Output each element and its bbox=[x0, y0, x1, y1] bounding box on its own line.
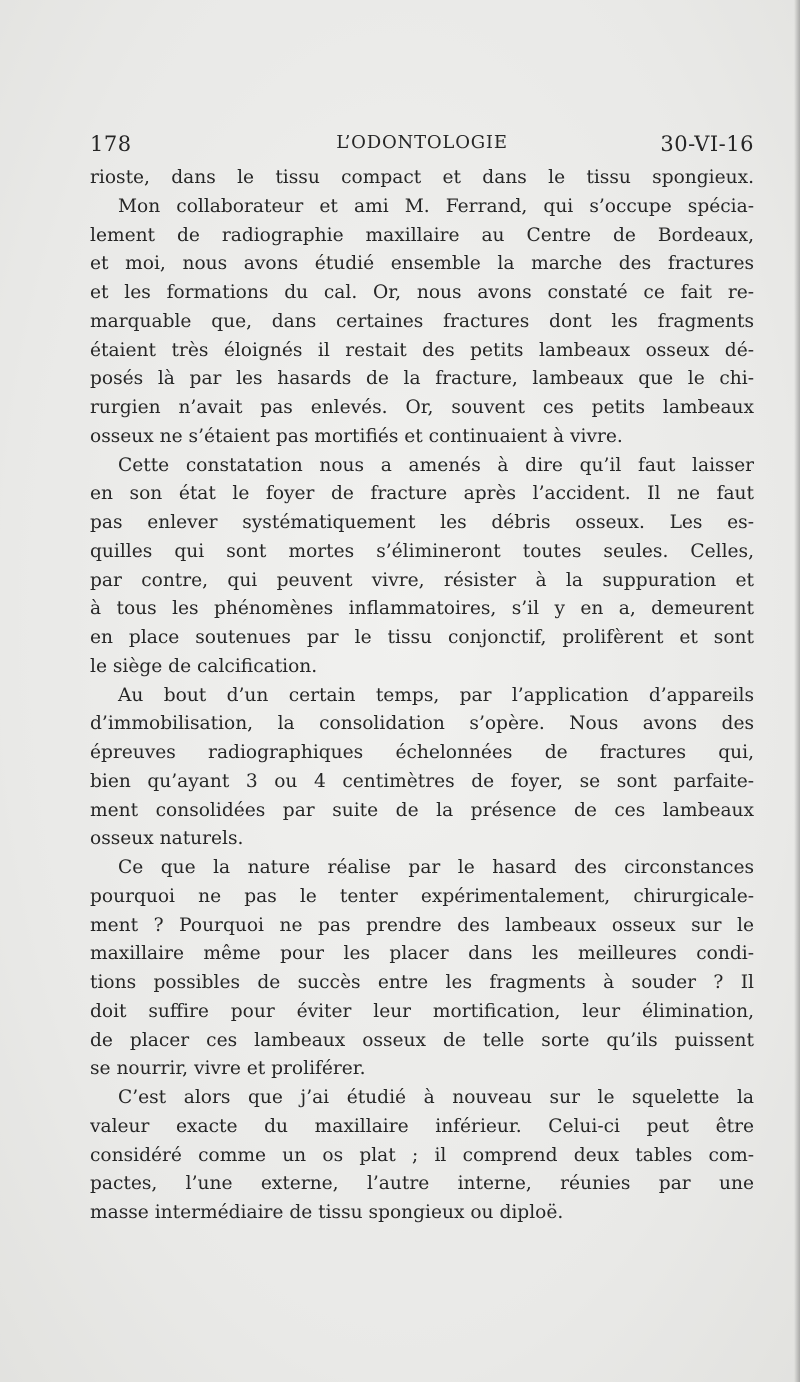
text-line: rurgien n’avait pas enlevés. Or, souvent ces petits lambeaux bbox=[90, 397, 754, 418]
text-line: en place soutenues par le tissu conjonctif, prolifèrent et sont bbox=[90, 627, 754, 648]
page-edge-shadow bbox=[794, 0, 800, 1382]
text-line: quilles qui sont mortes s’élimineront toutes seules. Celles, bbox=[90, 540, 754, 562]
text-line: doit suffire pour éviter leur mortification, leur élimination, bbox=[90, 1000, 754, 1022]
text-line: rioste, dans le tissu compact et dans le tissu spongieux. bbox=[90, 167, 754, 188]
text-line: marquable que, dans certaines fractures dont les fragments bbox=[90, 310, 754, 332]
text-line: valeur exacte du maxillaire inférieur. Celui-ci peut être bbox=[90, 1115, 754, 1137]
text-line: ment ? Pourquoi ne pas prendre des lambeaux osseux sur le bbox=[90, 914, 754, 936]
text-line: Mon collaborateur et ami M. Ferrand, qui s’occupe spécia- bbox=[118, 195, 754, 217]
text-line: considéré comme un os plat ; il comprend deux tables com- bbox=[90, 1144, 754, 1166]
text-line: et moi, nous avons étudié ensemble la marche des fractures bbox=[90, 253, 754, 275]
text-line: épreuves radiographiques échelonnées de fractures qui, bbox=[90, 742, 754, 763]
text-line: osseux ne s’étaient pas mortifiés et continuaient à vivre. bbox=[90, 425, 623, 447]
text-line: de placer ces lambeaux osseux de telle sorte qu’ils puissent bbox=[90, 1029, 754, 1051]
text-line: posés là par les hasards de la fracture, lambeaux que le chi- bbox=[90, 368, 754, 390]
text-line: se nourrir, vivre et proliférer. bbox=[90, 1058, 366, 1080]
issue-date: 30-VI-16 bbox=[660, 132, 754, 156]
text-line: masse intermédiaire de tissu spongieux ou diploë. bbox=[90, 1202, 564, 1223]
text-line: d’immobilisation, la consolidation s’opère. Nous avons des bbox=[90, 713, 754, 735]
text-line: et les formations du cal. Or, nous avons constaté ce fait re- bbox=[90, 282, 754, 303]
text-line: maxillaire même pour les placer dans les meilleures condi- bbox=[90, 943, 754, 965]
text-line: lement de radiographie maxillaire au Centre de Bordeaux, bbox=[90, 224, 754, 246]
journal-title: L’ODONTOLOGIE bbox=[336, 132, 508, 153]
page-number: 178 bbox=[90, 132, 132, 156]
text-line: pourquoi ne pas le tenter expérimentalement, chirurgicale- bbox=[90, 885, 754, 907]
text-line: Au bout d’un certain temps, par l’application d’appareils bbox=[118, 684, 754, 706]
text-line: Cette constatation nous a amenés à dire qu’il faut laisser bbox=[118, 454, 754, 476]
text-line: le siège de calcification. bbox=[90, 655, 318, 677]
text-line: pactes, l’une externe, l’autre interne, réunies par une bbox=[90, 1173, 754, 1195]
text-line: à tous les phénomènes inflammatoires, s’il y en a, demeurent bbox=[90, 598, 754, 620]
text-line: Ce que la nature réalise par le hasard des circonstances bbox=[118, 857, 754, 878]
text-line: ment consolidées par suite de la présence de ces lambeaux bbox=[90, 799, 754, 821]
text-line: par contre, qui peuvent vivre, résister à la suppuration et bbox=[90, 569, 754, 591]
text-line: osseux naturels. bbox=[90, 828, 244, 850]
text-line: pas enlever systématiquement les débris osseux. Les es- bbox=[90, 512, 754, 533]
text-line: bien qu’ayant 3 ou 4 centimètres de foyer, se sont parfaite- bbox=[90, 770, 754, 792]
text-line: C’est alors que j’ai étudié à nouveau sur le squelette la bbox=[118, 1087, 754, 1108]
text-line: tions possibles de succès entre les fragments à souder ? Il bbox=[90, 972, 754, 993]
body-text bbox=[90, 164, 754, 1228]
text-line: étaient très éloignés il restait des petits lambeaux osseux dé- bbox=[90, 339, 754, 361]
text-line: en son état le foyer de fracture après l’accident. Il ne faut bbox=[90, 483, 754, 505]
running-header bbox=[90, 120, 754, 164]
